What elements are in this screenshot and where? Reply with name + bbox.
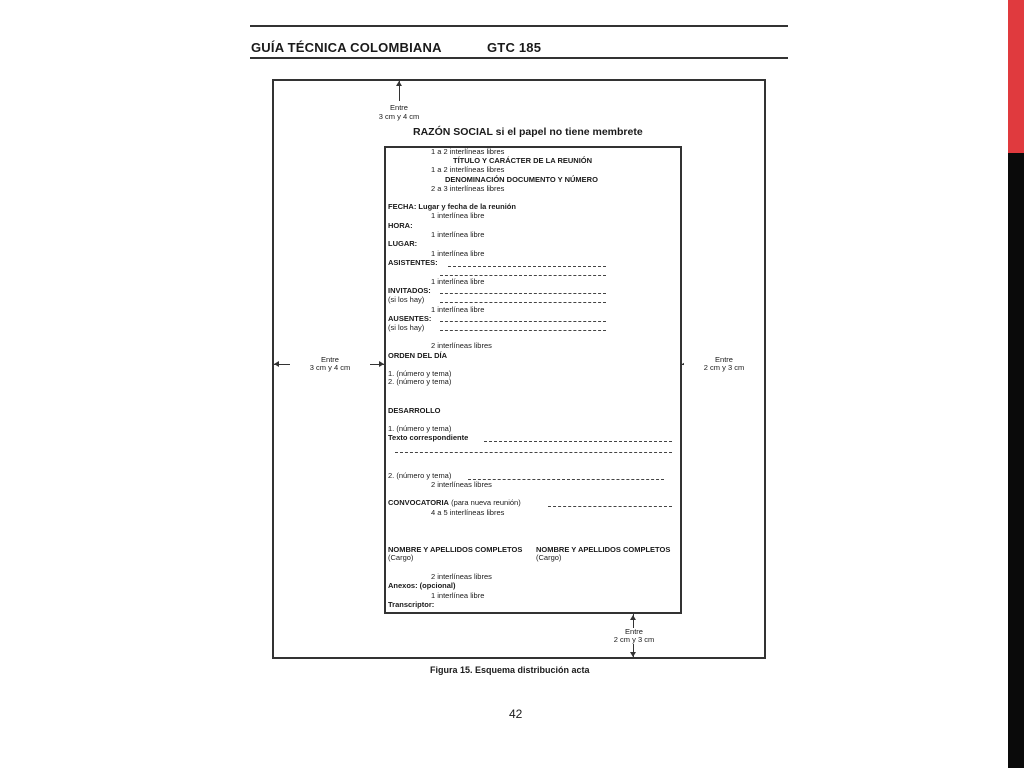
attendees-line	[440, 275, 606, 276]
spacing-note: 1 interlínea libre	[431, 249, 485, 258]
development-text-line	[484, 441, 672, 442]
spacing-note: 1 interlínea libre	[431, 305, 485, 314]
development-item: 1. (número y tema)	[388, 424, 452, 433]
development-heading: DESARROLLO	[388, 406, 441, 415]
razon-social: RAZÓN SOCIAL si el papel no tiene membrete	[413, 126, 643, 138]
development-text-line	[395, 452, 672, 453]
date-field: FECHA: Lugar y fecha de la reunión	[388, 202, 516, 211]
left-margin-arrow-left-icon	[274, 361, 279, 367]
spacing-note: 2 interlíneas libres	[431, 572, 492, 581]
right-margin-label-2: 2 cm y 3 cm	[684, 364, 764, 372]
attendees-field: ASISTENTES:	[388, 258, 438, 267]
agenda-item: 2. (número y tema)	[388, 377, 452, 386]
guide-title: GUÍA TÉCNICA COLOMBIANA	[251, 40, 442, 55]
spacing-note: 1 a 2 interlíneas libres	[431, 147, 505, 156]
left-margin-arrow-right-icon	[379, 361, 384, 367]
guests-note: (si los hay)	[388, 295, 425, 304]
call-for-meeting-label: CONVOCATORIA	[388, 498, 449, 507]
meeting-title-field: TÍTULO Y CARÁCTER DE LA REUNIÓN	[453, 156, 593, 165]
bottom-margin-label-1: Entre	[594, 628, 674, 636]
call-for-meeting	[388, 499, 521, 507]
spacing-note: 1 a 2 interlíneas libres	[431, 165, 505, 174]
transcriber-field: Transcriptor:	[388, 600, 435, 609]
guests-field: INVITADOS:	[388, 286, 431, 295]
spacing-note: 4 a 5 interlíneas libres	[431, 508, 505, 517]
agenda-item: 1. (número y tema)	[388, 369, 452, 378]
side-accent-black	[1008, 153, 1024, 768]
spacing-note: 2 interlíneas libres	[431, 341, 492, 350]
top-margin-arrow-icon	[396, 81, 402, 86]
signature-name-left: NOMBRE Y APELLIDOS COMPLETOS	[388, 545, 523, 554]
spacing-note: 1 interlínea libre	[431, 591, 485, 600]
right-margin-label-1: Entre	[684, 356, 764, 364]
bottom-margin-arrow-up-icon	[630, 615, 636, 620]
spacing-note: 1 interlínea libre	[431, 277, 485, 286]
development-text-line	[468, 479, 664, 480]
time-field: HORA:	[388, 221, 413, 230]
signature-role-right: (Cargo)	[536, 553, 562, 562]
development-text-label: Texto correspondiente	[388, 433, 469, 442]
absent-line	[440, 321, 606, 322]
attendees-line	[448, 266, 606, 267]
spacing-note: 2 a 3 interlíneas libres	[431, 184, 505, 193]
spacing-note: 1 interlínea libre	[431, 230, 485, 239]
absent-field: AUSENTES:	[388, 314, 432, 323]
guide-code: GTC 185	[487, 40, 542, 55]
place-field: LUGAR:	[388, 239, 418, 248]
guests-line	[440, 302, 606, 303]
absent-note: (si los hay)	[388, 323, 425, 332]
bottom-margin-label-2: 2 cm y 3 cm	[594, 636, 674, 644]
top-margin-label-2: 3 cm y 4 cm	[378, 112, 420, 121]
header-rule-bottom	[250, 57, 788, 59]
spacing-note: 1 interlínea libre	[431, 211, 485, 220]
call-for-meeting-line	[548, 506, 672, 507]
side-accent-red	[1008, 0, 1024, 153]
signature-name-right: NOMBRE Y APELLIDOS COMPLETOS	[536, 545, 671, 554]
document-denomination-field: DENOMINACIÓN DOCUMENTO Y NÚMERO	[445, 175, 598, 184]
signature-role-left: (Cargo)	[388, 553, 414, 562]
page-number: 42	[509, 707, 523, 721]
absent-line	[440, 330, 606, 331]
top-margin-label-1: Entre	[390, 103, 408, 112]
bottom-margin-arrow-down-icon	[630, 652, 636, 657]
header-rule-top	[250, 25, 788, 27]
left-margin-label-2: 3 cm y 4 cm	[290, 364, 370, 372]
guests-line	[440, 293, 606, 294]
figure-caption: Figura 15. Esquema distribución acta	[430, 665, 590, 675]
left-margin-label-1: Entre	[290, 356, 370, 364]
development-item: 2. (número y tema)	[388, 471, 452, 480]
annexes-field: Anexos: (opcional)	[388, 581, 456, 590]
agenda-heading: ORDEN DEL DÍA	[388, 351, 448, 360]
call-for-meeting-note: (para nueva reunión)	[451, 498, 521, 507]
spacing-note: 2 interlíneas libres	[431, 480, 492, 489]
